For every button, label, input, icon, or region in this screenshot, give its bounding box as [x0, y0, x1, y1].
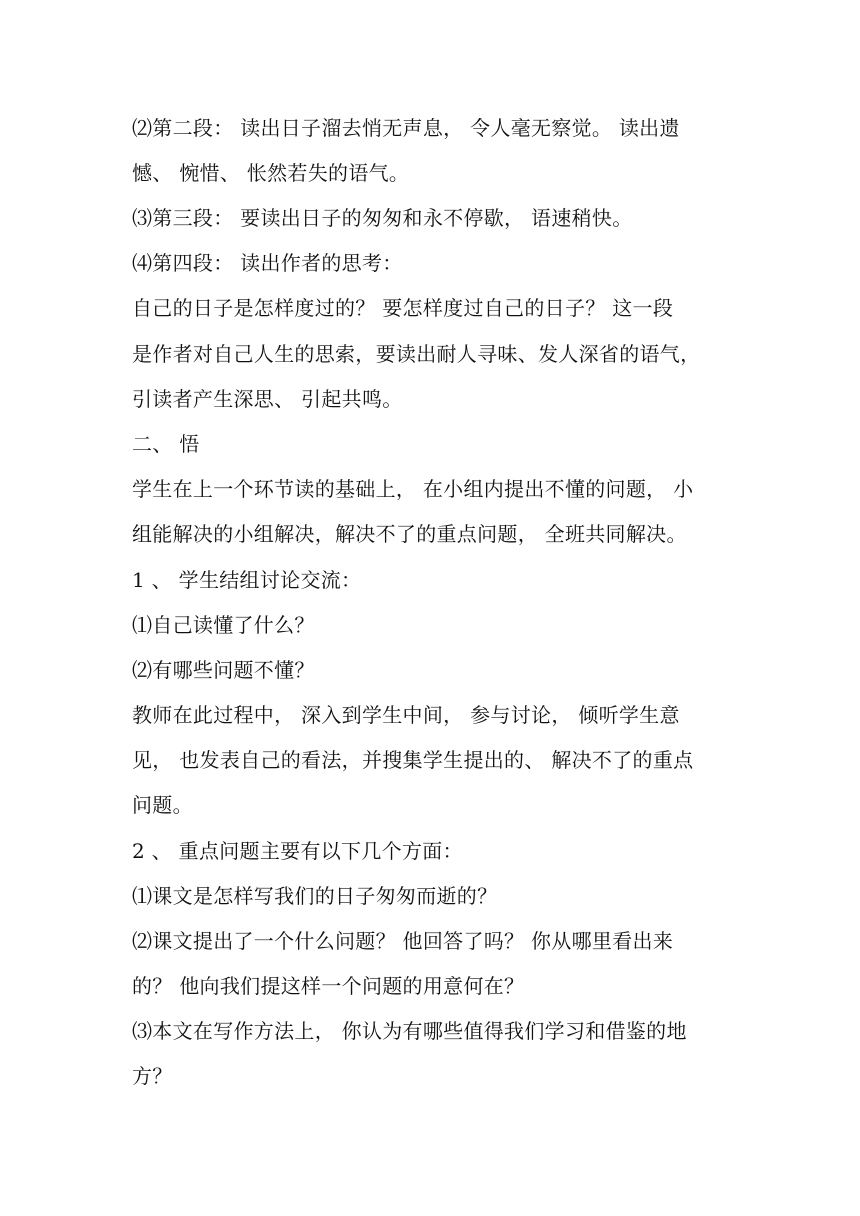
text-line: ⑴课文是怎样写我们的日子匆匆而逝的？	[132, 884, 498, 908]
text-line: 教师在此过程中， 深入到学生中间， 参与讨论， 倾听学生意	[132, 703, 680, 727]
text-line: 学生在上一个环节读的基础上， 在小组内提出不懂的问题， 小	[132, 477, 694, 501]
text-line: 组能解决的小组解决，解决不了的重点问题， 全班共同解决。	[132, 522, 687, 546]
text-line: 引读者产生深思、 引起共鸣。	[132, 387, 403, 411]
text-line: 方？	[132, 1064, 173, 1088]
section-heading: 二、 悟	[132, 432, 200, 456]
text-line: 1 、 学生结组讨论交流：	[132, 568, 362, 592]
text-line: ⑶第三段： 要读出日子的匆匆和永不停歇， 语速稍快。	[132, 206, 633, 230]
text-line: ⑵第二段： 读出日子溜去悄无声息， 令人毫无察觉。 读出遗	[132, 116, 680, 140]
text-line: 见， 也发表自己的看法，并搜集学生提出的、 解决不了的重点	[132, 748, 694, 772]
text-line: ⑶本文在写作方法上， 你认为有哪些值得我们学习和借鉴的地	[132, 1019, 687, 1043]
text-line: ⑷第四段： 读出作者的思考：	[132, 251, 403, 275]
text-line: ⑵课文提出了一个什么问题？ 他回答了吗？ 你从哪里看出来	[132, 929, 674, 953]
text-line: 是作者对自己人生的思索，要读出耐人寻味、发人深省的语气，	[132, 342, 701, 366]
text-line: 憾、 惋惜、 怅然若失的语气。	[132, 161, 410, 185]
text-line: 的？ 他向我们提这样一个问题的用意何在？	[132, 974, 525, 998]
text-line: 问题。	[132, 793, 193, 817]
text-line: 自己的日子是怎样度过的？ 要怎样度过自己的日子？ 这一段	[132, 296, 674, 320]
text-line: ⑴自己读懂了什么？	[132, 613, 315, 637]
text-line: 2 、 重点问题主要有以下几个方面：	[132, 839, 463, 863]
text-line: ⑵有哪些问题不懂？	[132, 658, 315, 682]
